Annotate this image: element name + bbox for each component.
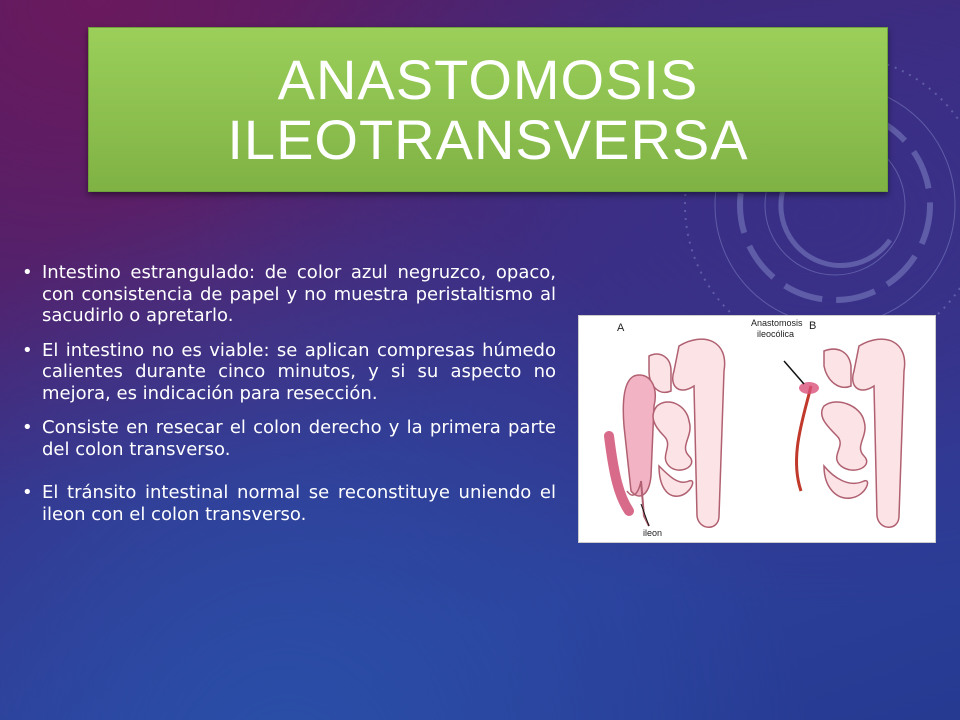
anastomosis-arrow [784,361,804,384]
bullet-text: Consiste en resecar el colon derecho y la primera parte del colon transverso. [42,417,556,460]
slide-title [227,47,749,171]
title-line-1: ANASTOMOSIS [277,47,699,111]
bullet-item [22,482,556,525]
panel-a-intestine [623,339,724,527]
bullet-item [22,417,556,460]
bullet-text: El intestino no es viable: se aplican compresas húmedo calientes durante cinco minutos, y si su aspecto no mejora, es indicación para resección. [42,339,556,404]
bullet-list [22,262,556,538]
bullet-item [22,262,556,327]
anastomosis-site [799,382,819,394]
bullet-dot: • [22,262,33,283]
title-banner [88,27,888,192]
figure-label-ileocolica: ileocólica [757,329,795,339]
figure-label-anastomosis: Anastomosis [751,318,803,328]
bullet-text: Intestino estrangulado: de color azul negruzco, opaco, con consistencia de papel y no muestra peristaltismo al sacudirlo o apretarlo. [42,262,556,326]
intestine-diagram [579,316,935,542]
bullet-text: El tránsito intestinal normal se reconstituye uniendo el ileon con el colon transverso. [42,482,556,525]
bullet-dot: • [22,339,33,361]
figure-label-ileon: ileon [643,528,663,538]
bullet-dot: • [22,417,33,438]
anastomosis-illustration [578,315,936,543]
ileon-arrow [641,504,649,526]
figure-label-a: A [617,322,625,334]
figure-label-b: B [809,320,817,332]
bullet-item [22,340,556,405]
bullet-dot: • [22,482,33,503]
title-line-2: ILEOTRANSVERSA [227,107,749,171]
panel-b-intestine [822,339,905,527]
